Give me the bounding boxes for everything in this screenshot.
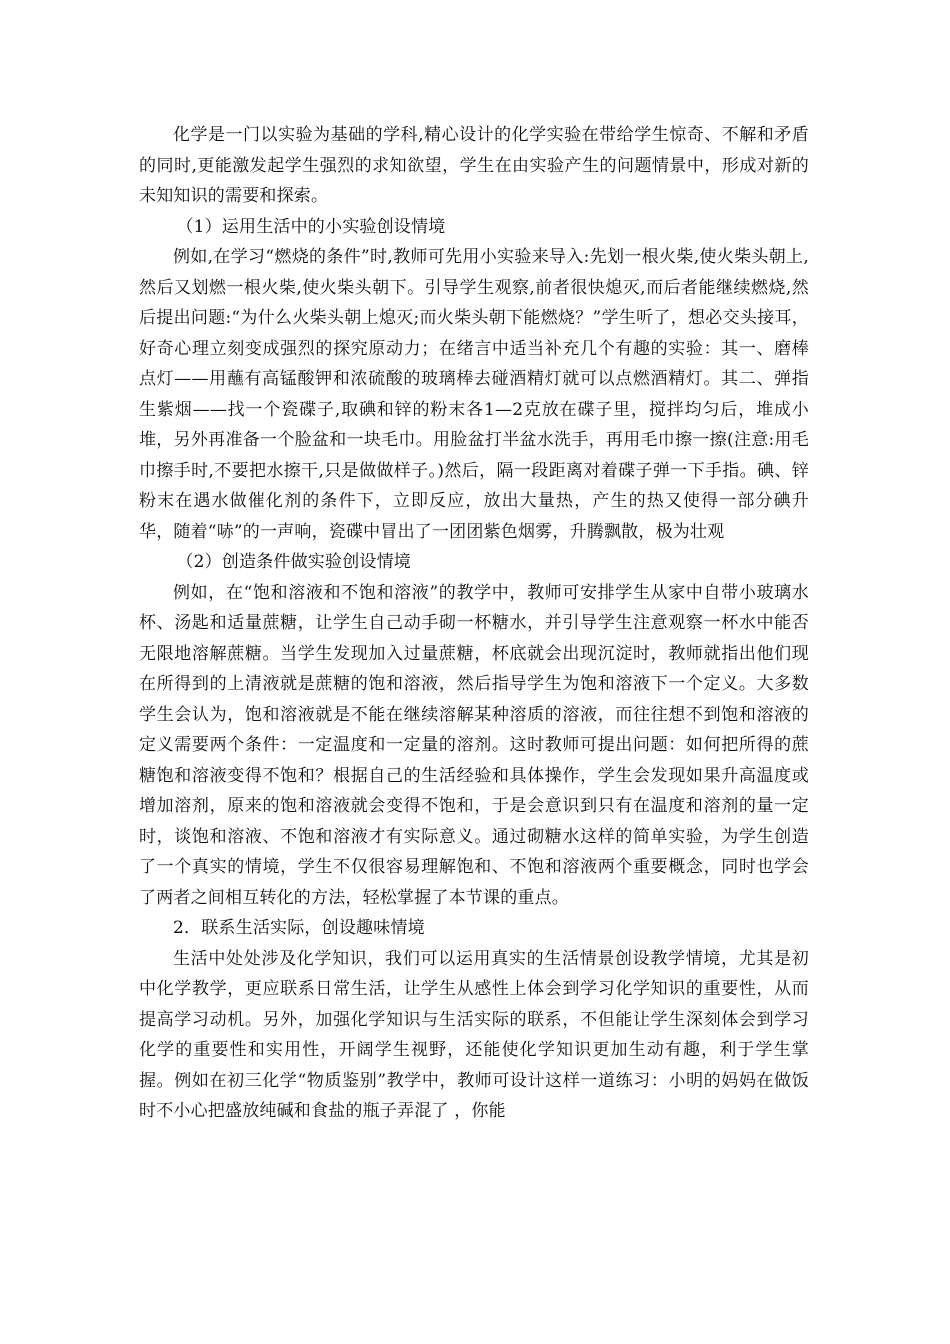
section-heading-3: 2．联系生活实际，创设趣味情境 [173, 918, 425, 938]
paragraph-combustion-example: 例如,在学习“燃烧的条件”时,教师可先用小实验来导入:先划一根火柴,使火柴头朝上,然后又划燃一根火柴,使火柴头朝下。引导学生观察,前者很快熄灭,而后者能继续燃烧,然后提出问题:“为什么火柴头朝上熄灭;而火柴头朝下能燃烧？”学生听了，想必交头接耳，好奇心理立刻变成强烈的探究原动力；在绪言中适当补充几个有趣的实验：其一、磨棒点灯——用蘸有高锰酸钾和浓硫酸的玻璃棒去碰酒精灯就可以点燃酒精灯。其二、弹指生紫烟——找一个瓷碟子,取碘和锌的粉末各1—2克放在碟子里，搅拌均匀后，堆成小堆，另外再准备一个脸盆和一块毛巾。用脸盆打半盆水洗手，再用毛巾擦一擦(注意:用毛巾擦手时,不要把水擦干,只是做做样子。)然后，隔一段距离对着碟子弹一下手指。碘、锌粉末在遇水做催化剂的条件下，立即反应，放出大量热，产生的热又使得一部分碘升华，随着“哧”的一声响，瓷碟中冒出了一团团紫色烟雾，升腾飘散，极为壮观 [139, 247, 809, 542]
section-heading-1: （1）运用生活中的小实验创设情境 [176, 216, 446, 237]
document-body [139, 120, 809, 1127]
paragraph-saturated-solution-example: 例如，在“饱和溶液和不饱和溶液”的教学中，教师可安排学生从家中自带小玻璃水杯、汤匙和适量蔗糖，让学生自己动手砌一杯糖水，并引导学生注意观察一杯水中能否无限地溶解蔗糖。当学生发现加入过量蔗糖，杯底就会出现沉淀时，教师就指出他们现在所得到的上清液就是蔗糖的饱和溶液，然后指导学生为饱和溶液下一个定义。大多数学生会认为，饱和溶液就是不能在继续溶解某种溶质的溶液，而往往想不到饱和溶液的定义需要两个条件：一定温度和一定量的溶剂。这时教师可提出问题：如何把所得的蔗糖饱和溶液变得不饱和？根据自己的生活经验和具体操作，学生会发现如果升高温度或增加溶剂，原来的饱和溶液就会变得不饱和，于是会意识到只有在温度和溶剂的量一定时，谈饱和溶液、不饱和溶液才有实际意义。通过砌糖水这样的简单实验，为学生创造了一个真实的情境，学生不仅很容易理解饱和、不饱和溶液两个重要概念，同时也学会了两者之间相互转化的方法，轻松掌握了本节课的重点。 [139, 582, 809, 908]
section-heading-2: （2）创造条件做实验创设情境 [176, 552, 412, 572]
paragraph-intro: 化学是一门以实验为基础的学科,精心设计的化学实验在带给学生惊奇、不解和矛盾的同时,更能激发起学生强烈的求知欲望，学生在由实验产生的问题情景中，形成对新的未知知识的需要和探索。 [139, 125, 809, 206]
paragraph-life-connection: 生活中处处涉及化学知识，我们可以运用真实的生活情景创设教学情境，尤其是初中化学教学，更应联系日常生活，让学生从感性上体会到学习化学知识的重要性，从而提高学习动机。另外，加强化学知识与生活实际的联系，不但能让学生深刻体会到学习化学的重要性和实用性，开阔学生视野，还能使化学知识更加生动有趣，利于学生掌握。例如在初三化学“物质鉴别”教学中，教师可设计这样一道练习：小明的妈妈在做饭时不小心把盛放纯碱和食盐的瓶子弄混了 ，你能 [139, 948, 809, 1121]
